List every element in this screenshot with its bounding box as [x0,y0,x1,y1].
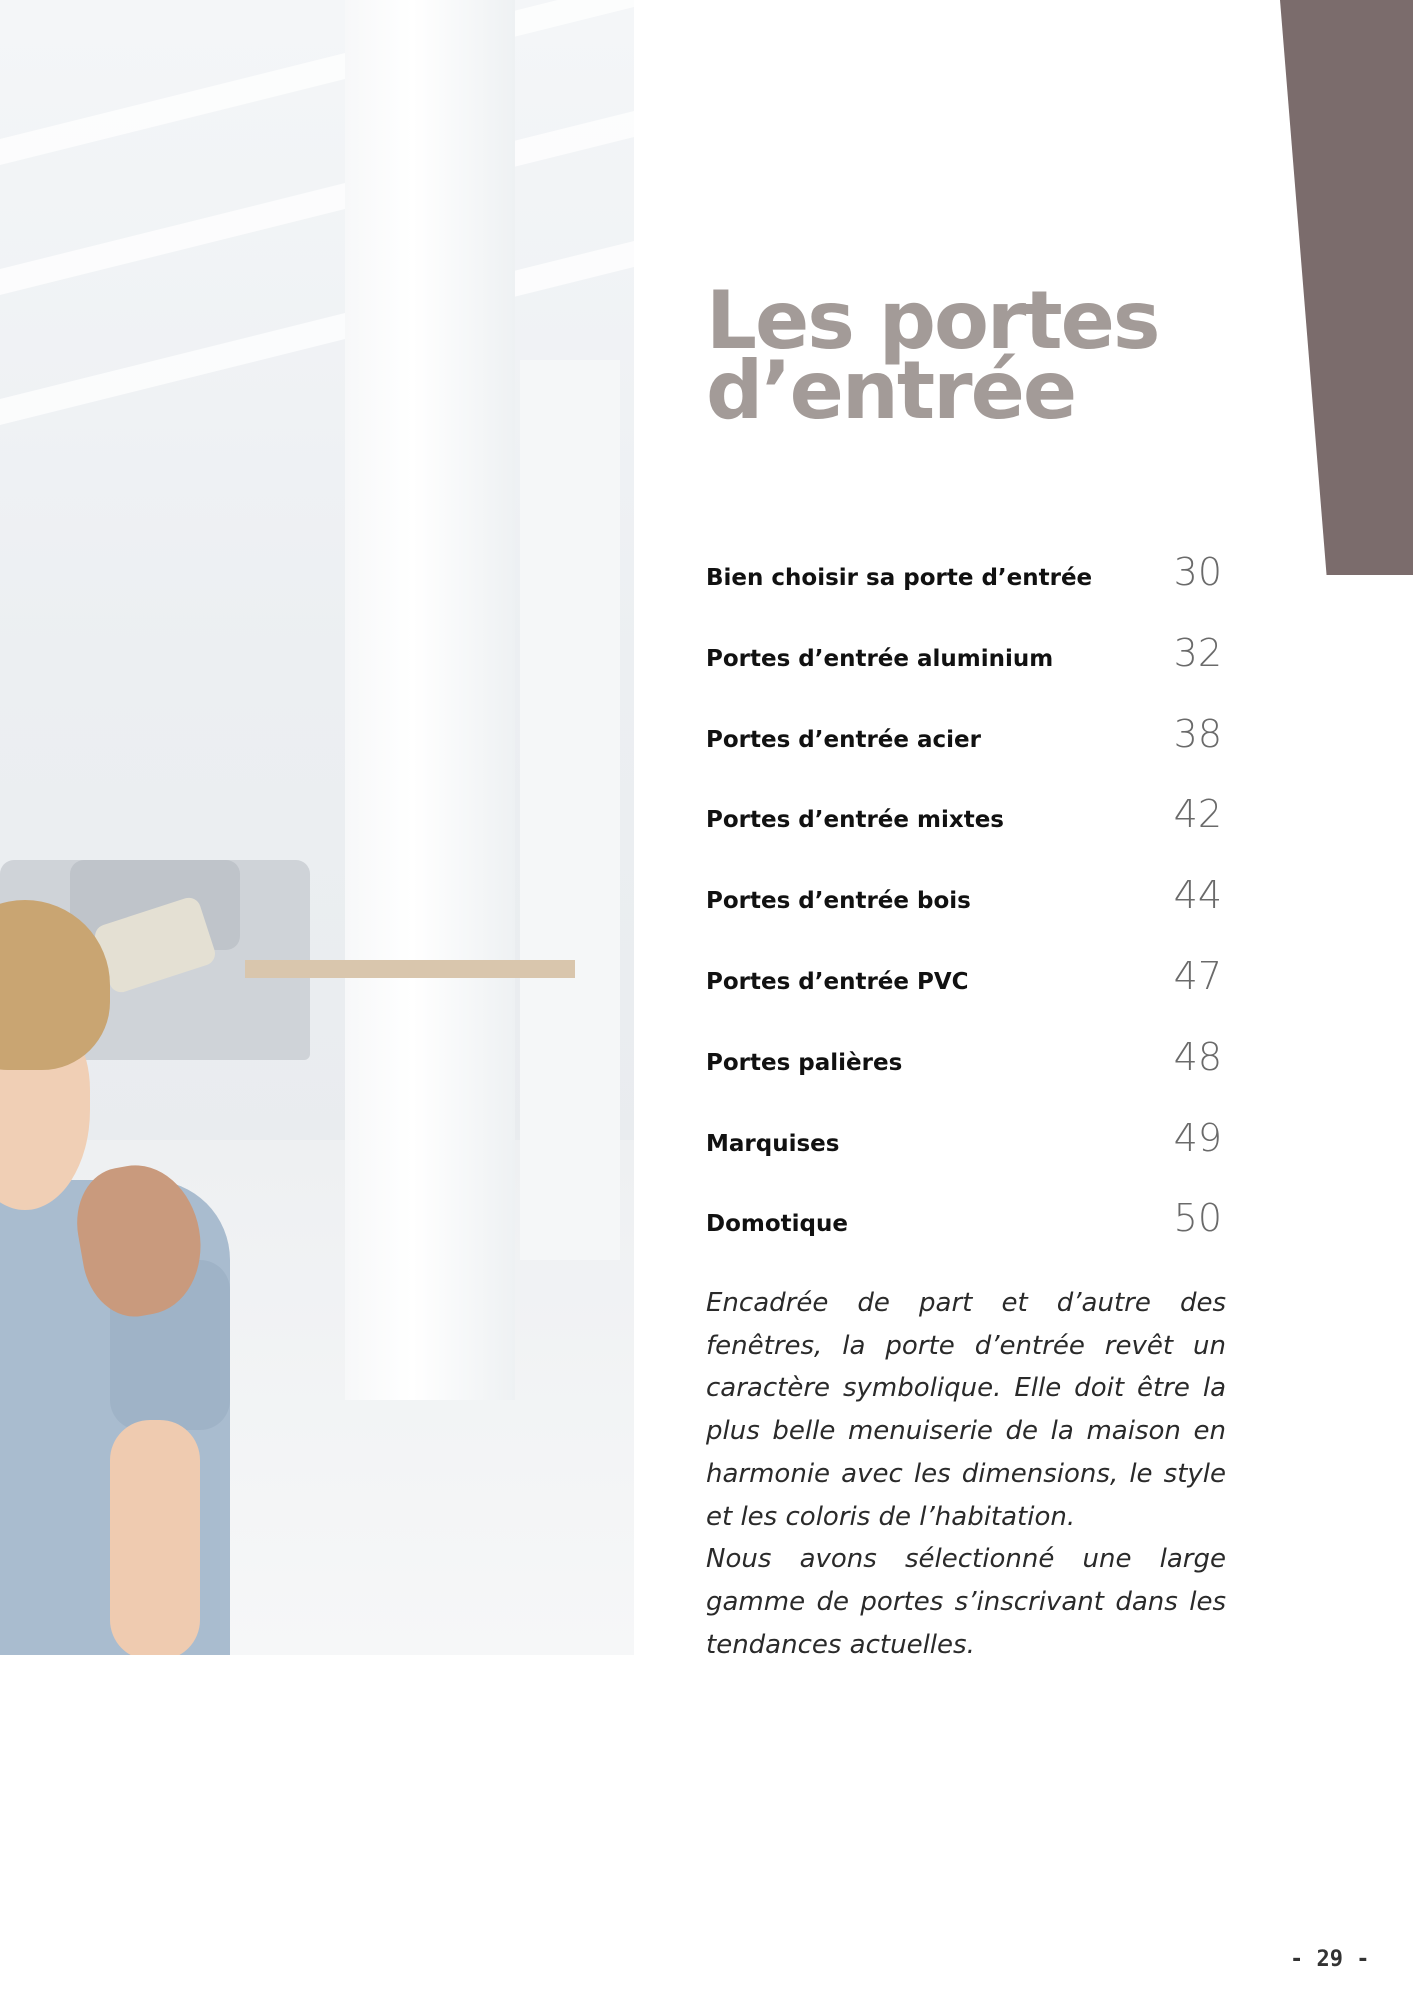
toc-item-page: 38 [1173,711,1222,756]
toc-item-label: Portes d’entrée aluminium [706,645,1054,672]
toc-item[interactable] [706,631,1222,712]
toc-item-label: Portes d’entrée PVC [706,968,969,995]
title-line-1: Les portes [706,274,1159,367]
toc-item-page: 47 [1173,953,1222,998]
toc-item[interactable] [706,712,1222,793]
photo-pillar [345,0,515,1400]
toc-item-page: 32 [1173,630,1222,675]
toc-item-label: Portes palières [706,1049,903,1076]
photo-child-arm [110,1420,200,1655]
toc-item-page: 44 [1173,873,1222,918]
page-title [706,274,1159,437]
toc-item[interactable] [706,792,1222,873]
toc-item-page: 49 [1173,1115,1222,1160]
toc-item-page: 50 [1173,1196,1222,1241]
toc-item[interactable] [706,1035,1222,1116]
page-number: - 29 - [1290,1947,1370,1972]
photo-table [245,960,575,978]
toc-item-label: Domotique [706,1211,848,1238]
toc-item-page: 48 [1173,1034,1222,1079]
toc-item[interactable] [706,873,1222,954]
toc-item-label: Marquises [706,1130,840,1157]
title-line-2: d’entrée [706,344,1076,437]
toc-item[interactable] [706,1116,1222,1197]
toc-item[interactable] [706,1196,1222,1277]
intro-text [706,1282,1226,1666]
intro-paragraph-1: Encadrée de part et d’autre des fenêtres, la porte d’entrée revêt un caractère symbolique. Elle doit être la plus belle menuiserie de la maison en harmonie avec les dimensions, le style et les coloris de l’habitation. [706,1288,1226,1532]
toc-item-page: 30 [1173,550,1222,594]
photo-pillar [520,360,620,1260]
hero-photo [0,0,634,1655]
toc-item-label: Portes d’entrée bois [706,888,971,915]
toc-item-label: Portes d’entrée mixtes [706,807,1004,834]
toc-item-label: Portes d’entrée acier [706,726,981,753]
toc-item-page: 42 [1173,792,1222,837]
toc-item[interactable] [706,954,1222,1035]
table-of-contents [706,550,1222,1277]
section-tab [1280,0,1413,575]
intro-paragraph-2: Nous avons sélectionné une large gamme de portes s’inscrivant dans les tendances actuelles. [706,1544,1226,1660]
toc-item[interactable] [706,550,1222,631]
toc-item-label: Bien choisir sa porte d’entrée [706,565,1093,591]
